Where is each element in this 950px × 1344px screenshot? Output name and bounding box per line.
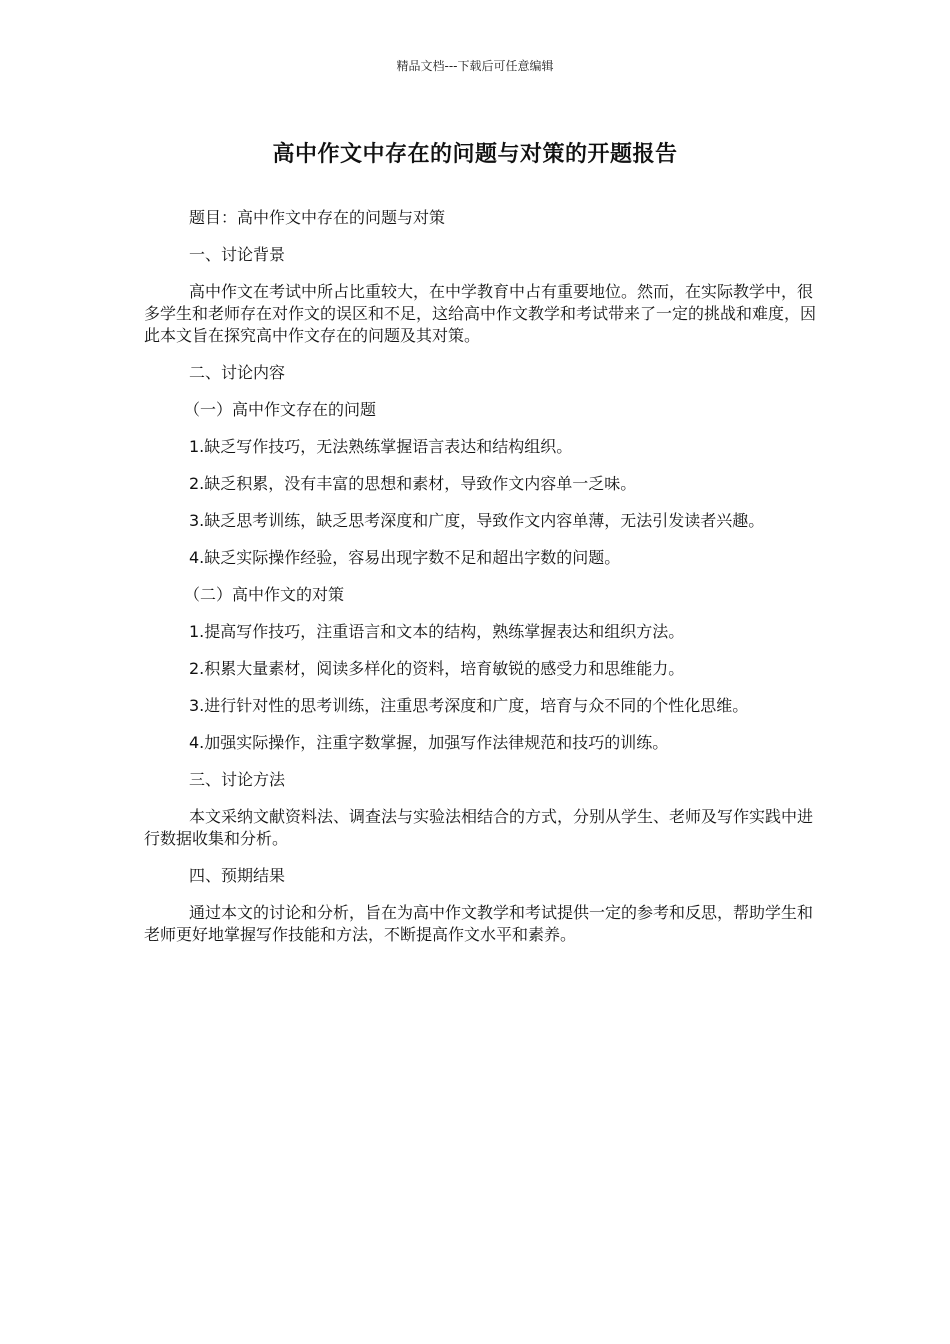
section-text-method: 本文采纳文献资料法、调查法与实验法相结合的方式，分别从学生、老师及写作实践中进行数据收集和分析。 [144,807,814,848]
problem-item: 2.缺乏积累，没有丰富的思想和素材，导致作文内容单一乏味。 [189,474,637,493]
section-heading-content: 二、讨论内容 [189,363,286,382]
problem-item: 4.缺乏实际操作经验，容易出现字数不足和超出字数的问题。 [189,548,621,567]
solution-item: 2.积累大量素材，阅读多样化的资料，培育敏锐的感受力和思维能力。 [189,659,685,678]
document-body [144,207,816,961]
section-text-background: 高中作文在考试中所占比重较大，在中学教育中占有重要地位。然而，在实际教学中，很多学生和老师存在对作文的误区和不足，这给高中作文教学和考试带来了一定的挑战和难度，因此本文旨在探究高中作文存在的问题及其对策。 [144,282,817,345]
solution-item: 1.提高写作技巧，注重语言和文本的结构，熟练掌握表达和组织方法。 [189,622,685,641]
subsection-heading-problems: （一）高中作文存在的问题 [184,400,377,419]
section-heading-results: 四、预期结果 [189,866,286,885]
section-text-results: 通过本文的讨论和分析，旨在为高中作文教学和考试提供一定的参考和反思，帮助学生和老师更好地掌握写作技能和方法，不断提高作文水平和素养。 [144,903,814,944]
section-heading-method: 三、讨论方法 [189,770,286,789]
section-heading-background: 一、讨论背景 [189,245,286,264]
header-note: 精品文档---下载后可任意编辑 [396,59,554,73]
topic-line: 题目：高中作文中存在的问题与对策 [189,208,446,227]
solution-item: 3.进行针对性的思考训练，注重思考深度和广度，培育与众不同的个性化思维。 [189,696,749,715]
problem-item: 1.缺乏写作技巧，无法熟练掌握语言表达和结构组织。 [189,437,573,456]
solution-item: 4.加强实际操作，注重字数掌握，加强写作法律规范和技巧的训练。 [189,733,669,752]
subsection-heading-solutions: （二）高中作文的对策 [184,585,345,604]
document-title: 高中作文中存在的问题与对策的开题报告 [272,142,678,167]
problem-item: 3.缺乏思考训练，缺乏思考深度和广度，导致作文内容单薄，无法引发读者兴趣。 [189,511,765,530]
